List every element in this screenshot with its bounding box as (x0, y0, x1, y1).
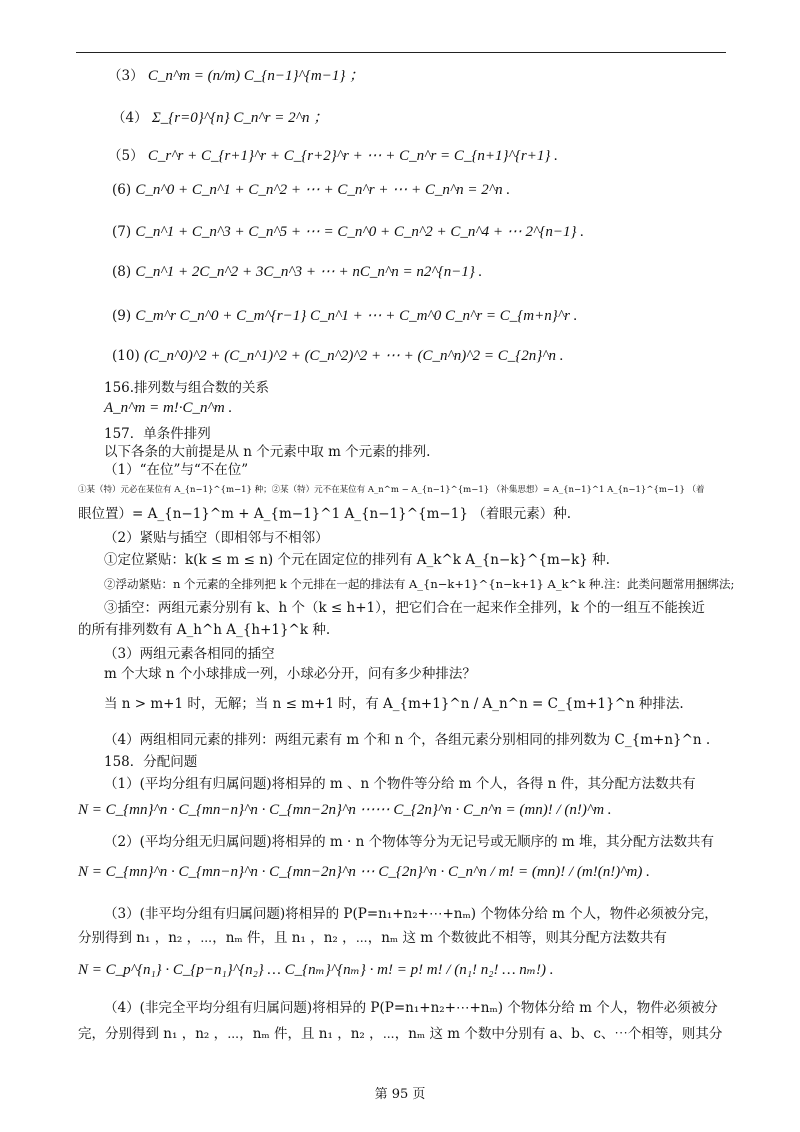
section-158-p3-text1: （3）(非平均分组有归属问题)将相异的 P(P=n₁+n₂+⋯+nₘ) 个物体分给 m 个人，物件必须被分完， (104, 906, 718, 922)
formula-10: (10) (C_n^0)^2 + (C_n^1)^2 + (C_n^2)^2 + ⋯ + (C_n^n)^2 = C_{2n}^n . (112, 348, 564, 364)
section-157-p3-title: （3）两组元素各相同的插空 (104, 646, 275, 662)
formula-6: (6) C_n^0 + C_n^1 + C_n^2 + ⋯ + C_n^r + ⋯ + C_n^n = 2^n . (112, 182, 511, 198)
section-158-p4-text1: （4）(非完全平均分组有归属问题)将相异的 P(P=n₁+n₂+⋯+nₘ) 个物体分给 m 个人，物件必须被分 (104, 1000, 718, 1016)
section-157-p2-c1: ③插空：两组元素分别有 k、h 个（k ≤ h+1），把它们合在一起来作全排列，k 个的一组互不能挨近 (104, 600, 705, 616)
section-156-title: 156.排列数与组合数的关系 (104, 380, 270, 396)
page-number: 第 95 页 (374, 1087, 426, 1102)
section-156-formula: A_n^m = m!·C_n^m . (104, 400, 233, 416)
section-157-intro: 以下各条的大前提是从 n 个元素中取 m 个元素的排列. (104, 444, 431, 460)
section-157-p1-line1: ①某（特）元必在某位有 A_{n−1}^{m−1} 种；②某（特）元不在某位有 A_n^m − A_{n−1}^{m−1} （补集思想）= A_{n−1}^1 A_{n−1}^{m−1} （着 (78, 485, 705, 495)
section-157-p1-line2: 眼位置）= A_{n−1}^m + A_{m−1}^1 A_{n−1}^{m−1} （着眼元素）种. (78, 506, 572, 522)
section-157-p2-a: ①定位紧贴：k(k ≤ m ≤ n) 个元在固定位的排列有 A_k^k A_{n−k}^{m−k} 种. (104, 552, 610, 568)
section-158-title: 158．分配问题 (104, 754, 198, 770)
header-rule (76, 52, 726, 53)
formula-3: （3） C_n^m = (n/m) C_{n−1}^{m−1} ； (108, 68, 365, 84)
section-157-p3-question: m 个大球 n 个小球排成一列，小球必分开，问有多少种排法？ (104, 666, 476, 682)
formula-9: (9) C_m^r C_n^0 + C_m^{r−1} C_n^1 + ⋯ + C_m^0 C_n^r = C_{m+n}^r . (112, 308, 578, 324)
formula-8: (8) C_n^1 + 2C_n^2 + 3C_n^3 + ⋯ + nC_n^n = n2^{n−1} . (112, 264, 483, 280)
formula-4: （4） Σ_{r=0}^{n} C_n^r = 2^n ； (112, 110, 329, 126)
section-158-p2-formula: N = C_{mn}^n · C_{mn−n}^n · C_{mn−2n}^n ⋯ C_{2n}^n · C_n^n / m! = (mn)! / (m!(n!)^m) . (78, 864, 650, 880)
section-158-p3-formula: N = C_p^{n₁} · C_{p−n₁}^{n₂} … C_{nₘ}^{nₘ} · m! = p! m! / (n₁! n₂! … nₘ!) . (78, 962, 554, 978)
section-157-p2-b: ②浮动紧贴：n 个元素的全排列把 k 个元排在一起的排法有 A_{n−k+1}^{n−k+1} A_k^k 种.注：此类问题常用捆绑法; (104, 577, 735, 591)
section-158-p2-text: （2）(平均分组无归属问题)将相异的 m · n 个物体等分为无记号或无顺序的 m 堆，其分配方法数共有 (104, 834, 714, 850)
section-157-title: 157．单条件排列 (104, 426, 211, 442)
section-158-p4-text2: 完，分别得到 n₁ ，n₂ ，⋯，nₘ 件，且 n₁ ，n₂ ，⋯，nₘ 这 m 个数中分别有 a、b、c、⋯个相等，则其分 (78, 1026, 723, 1042)
section-157-p3-answer: 当 n > m+1 时，无解；当 n ≤ m+1 时，有 A_{m+1}^n / A_n^n = C_{m+1}^n 种排法. (104, 696, 684, 712)
section-157-p1-title: （1）“在位”与“不在位” (104, 462, 249, 478)
section-157-p2-title: （2）紧贴与插空（即相邻与不相邻） (104, 530, 329, 546)
section-158-p3-text2: 分别得到 n₁ ，n₂ ，⋯，nₘ 件，且 n₁ ，n₂ ，⋯，nₘ 这 m 个数彼此不相等，则其分配方法数共有 (78, 930, 667, 946)
formula-5: （5） C_r^r + C_{r+1}^r + C_{r+2}^r + ⋯ + C_n^r = C_{n+1}^{r+1} . (108, 148, 558, 164)
section-157-p4: （4）两组相同元素的排列：两组元素有 m 个和 n 个，各组元素分别相同的排列数为 C_{m+n}^n . (104, 732, 711, 748)
section-158-p1-text: （1）(平均分组有归属问题)将相异的 m 、n 个物件等分给 m 个人，各得 n 件，其分配方法数共有 (104, 776, 696, 792)
section-158-p1-formula: N = C_{mn}^n · C_{mn−n}^n · C_{mn−2n}^n ⋯⋯ C_{2n}^n · C_n^n = (mn)! / (n!)^m . (78, 802, 612, 818)
formula-7: (7) C_n^1 + C_n^3 + C_n^5 + ⋯ = C_n^0 + C_n^2 + C_n^4 + ⋯ 2^{n−1} . (112, 224, 584, 240)
section-157-p2-c2: 的所有排列数有 A_h^h A_{h+1}^k 种. (78, 622, 331, 638)
